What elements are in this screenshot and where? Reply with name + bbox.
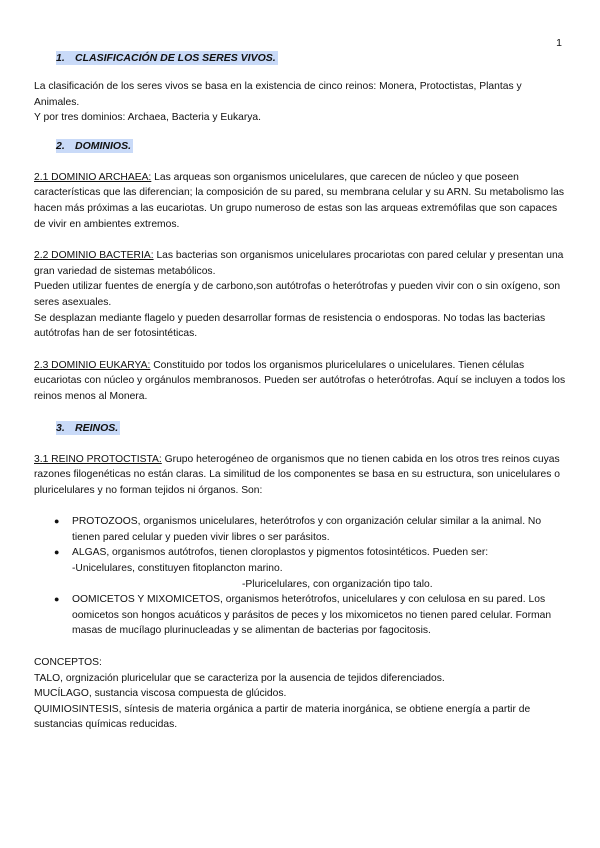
- list-item-oomicetos: ● OOMICETOS Y MIXOMICETOS, organismos heterótrofos, unicelulares y con celulosa en su pared. Los oomicetos son hongos acuáticos y parásitos de peces y los mixomicetos no tienen pared celular. Forman masas de mucílago plurinucleadas y se alimentan de bacterias por fagocitosis.: [54, 594, 552, 637]
- heading-title: DOMINIOS.: [75, 139, 132, 152]
- heading-number: 1.: [56, 52, 65, 64]
- conceptos-title: CONCEPTOS:: [34, 657, 102, 669]
- heading-number: 3.: [56, 421, 65, 434]
- paragraph-protoctista: [34, 452, 566, 499]
- paragraph-bacteria-2: Pueden utilizar fuentes de energía y de carbono,son autótrofas o heterótrofas y pueden vivir con o sin oxígeno, son seres asexuales.: [34, 281, 561, 308]
- bullet-icon: ●: [54, 594, 60, 605]
- document-body: [34, 50, 566, 733]
- paragraph-bacteria: [34, 248, 566, 279]
- label-archaea: 2.1 DOMINIO ARCHAEA:: [34, 171, 152, 183]
- heading-clasificacion: [56, 50, 566, 67]
- concepto-mucilago: MUCÍLAGO, sustancia viscosa compuesta de glúcidos.: [34, 688, 287, 700]
- bullet-icon: ●: [54, 547, 60, 558]
- algas-unicelulares: -Unicelulares, constituyen fitoplancton marino.: [72, 563, 283, 575]
- paragraph-archaea: [34, 170, 566, 232]
- text-protoctista: Grupo heterogéneo de organismos que no tienen cabida en los otros tres reinos cuyas razones filogenéticas no están claras. La similitud de los componentes se basa en su estructura, son unicelulares o pluricelulares y no forman tejidos ni órganos. Son:: [34, 453, 561, 496]
- text-eukarya: Constituido por todos los organismos pluricelulares o unicelulares. Tienen células eucariotas con núcleo y orgánulos membranosos. Pueden ser autótrofas o heterótrofas. Aquí se incluyen a todos los reinos menos al Monera.: [34, 359, 566, 402]
- label-bacteria: 2.2 DOMINIO BACTERIA:: [34, 250, 154, 262]
- text-archaea: Las arqueas son organismos unicelulares, que carecen de núcleo y que poseen características que las diferencian; la composición de su pared, su membrana celular y su ARN. Su metabolismo las hacen más próximas a las eucariotas. Un grupo numeroso de estas son las arqueas extremófilas que son capaces de vivir en ambientes extremos.: [34, 171, 564, 230]
- bullet-icon: ●: [54, 516, 60, 527]
- heading-reinos: [56, 420, 566, 437]
- heading-dominios: [56, 138, 566, 155]
- list-item-algas: ● ALGAS, organismos autótrofos, tienen cloroplastos y pigmentos fotosintéticos. Pueden ser: -Unicelulares, constituyen fitoplancton marino. -Pluricelulares, con organización tipo talo.: [34, 545, 566, 592]
- heading-number: 2.: [56, 139, 65, 152]
- concepto-quimiosintesis: QUIMIOSINTESIS, síntesis de materia orgánica a partir de materia inorgánica, se obtiene energía a partir de sustancias químicas reducidas.: [34, 703, 531, 731]
- label-protoctista: 3.1 REINO PROTOCTISTA:: [34, 453, 162, 465]
- paragraph-dominios-intro: Y por tres dominios: Archaea, Bacteria y Eukarya.: [34, 112, 262, 124]
- protoctista-list: [34, 514, 566, 639]
- heading-title: REINOS.: [75, 421, 119, 434]
- algas-pluricelulares: -Pluricelulares, con organización tipo talo.: [242, 578, 433, 590]
- paragraph-clasificacion: La clasificación de los seres vivos se basa en la existencia de cinco reinos: Monera, Protoctistas, Plantas y Animales.: [34, 81, 522, 108]
- page-number: 1: [556, 37, 562, 49]
- paragraph-bacteria-3: Se desplazan mediante flagelo y pueden desarrollar formas de resistencia o endosporas. No todas las bacterias autótrofas han de ser fotosintéticas.: [34, 312, 546, 340]
- text-bacteria: Las bacterias son organismos unicelulares procariotas con pared celular y presentan una gran variedad de sistemas metabólicos.: [34, 250, 564, 277]
- label-eukarya: 2.3 DOMINIO EUKARYA:: [34, 359, 151, 371]
- list-item-protozoos: ● PROTOZOOS, organismos unicelulares, heterótrofos y con organización celular similar a la animal. No tienen pared celular y pueden vivir libres o ser parásitos.: [54, 516, 542, 543]
- heading-title: CLASIFICACIÓN DE LOS SERES VIVOS.: [75, 52, 276, 64]
- concepto-talo: TALO, orgnización pluricelular que se caracteriza por la ausencia de tejidos diferenciados.: [34, 672, 445, 684]
- paragraph-eukarya: [34, 358, 566, 405]
